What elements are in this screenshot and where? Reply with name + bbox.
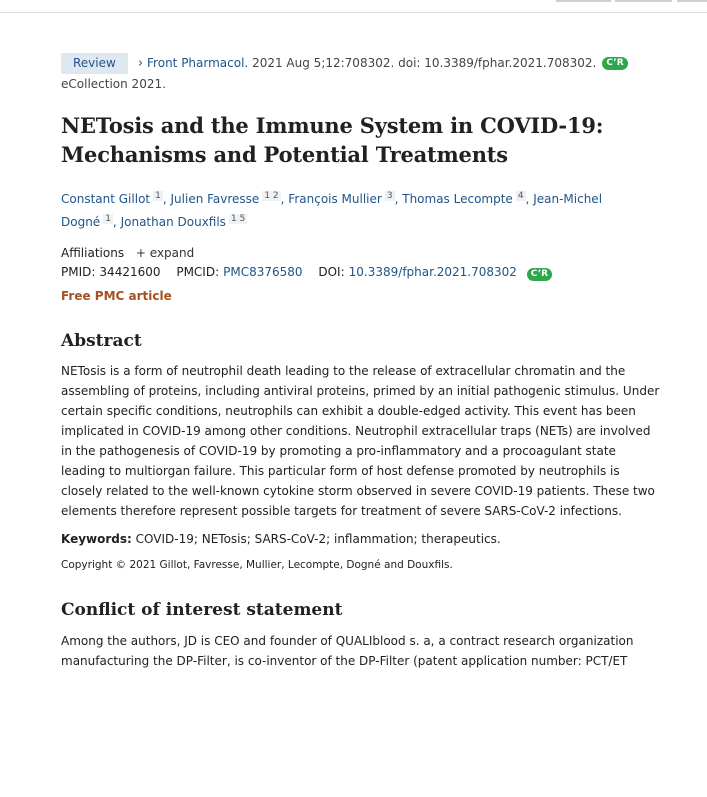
crossref-icon[interactable]: C’R [527, 268, 552, 281]
pmid-label: PMID: [61, 265, 96, 279]
copyright-text: Copyright © 2021 Gillot, Favresse, Mullier, Lecompte, Dogné and Douxfils. [61, 559, 453, 571]
toolbar-button-2[interactable] [615, 0, 672, 2]
pmcid-link[interactable]: PMC8376580 [223, 265, 303, 279]
pmcid-label: PMCID: [176, 265, 220, 279]
author-separator: , [280, 192, 285, 206]
crossref-icon[interactable]: C’R [602, 57, 627, 70]
conflict-of-interest-heading: Conflict of interest statement [61, 600, 343, 620]
author-separator: , [162, 192, 167, 206]
top-toolbar [0, 0, 707, 13]
author-link[interactable]: Constant Gillot [61, 192, 151, 206]
ecollection-text: eCollection 2021. [61, 77, 166, 91]
publication-type-badge: Review [61, 53, 128, 74]
keywords-row [61, 532, 661, 546]
affiliation-number[interactable]: 1 2 [264, 191, 279, 201]
conflict-of-interest-text: Among the authors, JD is CEO and founder of QUALIblood s. a, a contract research organization manufacturing the DP-Filter, is co-inventor of the DP-Filter (patent application number: PCT/ET [61, 634, 634, 668]
journal-link[interactable]: Front Pharmacol. [147, 56, 249, 70]
chevron-right-icon: › [137, 55, 144, 71]
toolbar-button-3[interactable] [677, 0, 707, 2]
author-link[interactable]: Jonathan Douxfils [120, 215, 226, 229]
citation-line [61, 52, 661, 74]
doi-label: DOI: [318, 265, 345, 279]
affiliation-number[interactable]: 1 [105, 214, 111, 224]
article-title: NETosis and the Immune System in COVID-19: Mechanisms and Potential Treatments [61, 113, 604, 167]
author-link[interactable]: Jean-Michel Dogné [61, 192, 603, 229]
author-separator: , [112, 215, 117, 229]
affiliation-number[interactable]: 1 5 [230, 214, 246, 224]
affiliation-number[interactable]: 4 [517, 191, 524, 201]
article-content [61, 52, 661, 671]
abstract-text: NETosis is a form of neutrophil death leading to the release of extracellular chromatin and the assembling of proteins, including antiviral proteins, primed by an initial pathogenic stimulus. Under certain specific conditions, neutrophils can exhibit a double-edged activity. This event has been implicated in COVID-19 among other conditions. Neutrophil extracellular traps (NETs) are involved in the pathogenesis of COVID-19 by promoting a pro-inflammatory and a procoagulant state leading to multiorgan failure. This particular form of host defense promoted by neutrophils is closely related to the well-known cytokine storm observed in severe COVID-19 patients. These two elements therefore represent possible targets for treatment of severe SARS-CoV-2 infections. [61, 364, 660, 518]
author-link[interactable]: François Mullier [288, 192, 382, 206]
affiliations-label: Affiliations [61, 246, 125, 260]
keywords-value: COVID-19; NETosis; SARS-CoV-2; inflammation; therapeutics. [135, 532, 501, 546]
expand-affiliations-button[interactable]: + expand [135, 246, 195, 260]
doi-link[interactable]: 10.3389/fphar.2021.708302 [348, 265, 517, 279]
author-link[interactable]: Julien Favresse [170, 192, 260, 206]
abstract-heading: Abstract [61, 331, 142, 351]
author-list [61, 186, 661, 232]
toolbar-button-1[interactable] [556, 0, 611, 2]
affiliations-row [61, 246, 661, 260]
author-separator: , [525, 192, 530, 206]
author-link[interactable]: Thomas Lecompte [402, 192, 513, 206]
affiliation-number[interactable]: 3 [386, 191, 393, 201]
affiliation-number[interactable]: 1 [155, 191, 161, 201]
identifiers-row [61, 265, 661, 281]
author-separator: , [394, 192, 399, 206]
keywords-label: Keywords: [61, 532, 132, 546]
citation-details: 2021 Aug 5;12:708302. doi: 10.3389/fphar.2021.708302. [252, 56, 597, 70]
free-pmc-article-label: Free PMC article [61, 289, 172, 303]
pmid-value: 34421600 [99, 265, 161, 279]
